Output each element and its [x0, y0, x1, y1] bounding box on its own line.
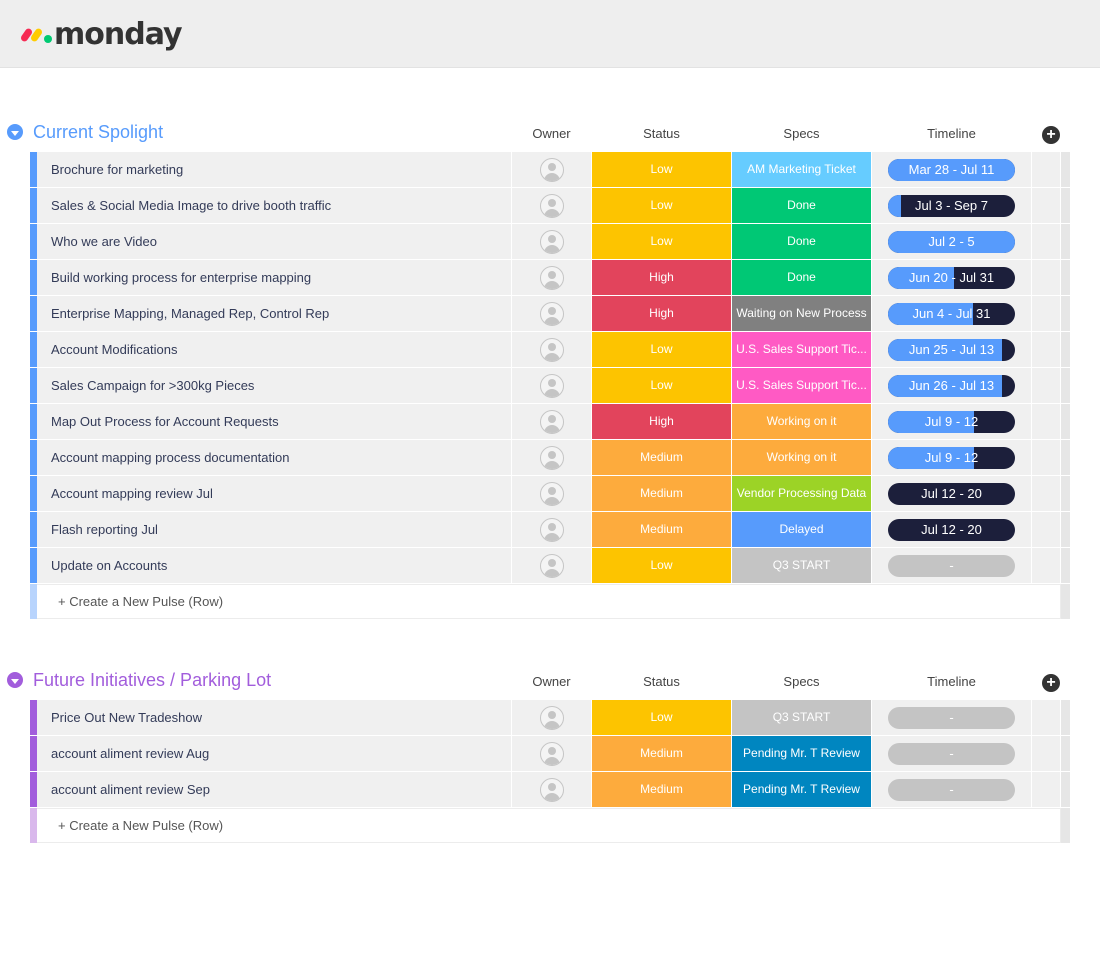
empty-cell	[1032, 296, 1060, 331]
group-title[interactable]: Current Spolight	[33, 122, 164, 142]
row-scroll-edge	[1061, 368, 1070, 403]
specs-cell[interactable]: Working on it	[732, 404, 871, 439]
status-cell[interactable]: Medium	[592, 772, 731, 807]
owner-cell[interactable]	[512, 404, 591, 439]
timeline-cell[interactable]	[872, 296, 1031, 331]
row-scroll-edge	[1061, 548, 1070, 583]
avatar-placeholder-icon[interactable]	[540, 302, 564, 326]
owner-cell[interactable]	[512, 224, 591, 259]
avatar-placeholder-icon[interactable]	[540, 230, 564, 254]
monday-logo-icon	[20, 22, 52, 46]
status-cell[interactable]: Low	[592, 700, 731, 735]
specs-cell[interactable]: Done	[732, 224, 871, 259]
timeline-label: Jun 4 - Jul 31	[912, 306, 991, 321]
row-scroll-edge	[1061, 152, 1070, 187]
timeline-cell[interactable]	[872, 440, 1031, 475]
timeline-cell[interactable]	[872, 404, 1031, 439]
item-name[interactable]: Sales & Social Media Image to drive booth traffic	[37, 188, 511, 223]
timeline-pill[interactable]	[888, 195, 1015, 217]
timeline-cell[interactable]	[872, 512, 1031, 547]
specs-cell[interactable]: U.S. Sales Support Tic...	[732, 332, 871, 367]
table-row[interactable]	[0, 440, 1100, 476]
avatar-placeholder-icon[interactable]	[540, 742, 564, 766]
item-name[interactable]: account aliment review Aug	[37, 736, 511, 771]
timeline-label: -	[949, 746, 954, 761]
empty-cell	[1032, 440, 1060, 475]
specs-cell[interactable]: Q3 START	[732, 548, 871, 583]
item-name[interactable]: Map Out Process for Account Requests	[37, 404, 511, 439]
item-name[interactable]: account aliment review Sep	[37, 772, 511, 807]
empty-cell	[1032, 512, 1060, 547]
table-row[interactable]	[0, 368, 1100, 404]
avatar-placeholder-icon[interactable]	[540, 410, 564, 434]
item-name[interactable]: Price Out New Tradeshow	[37, 700, 511, 735]
timeline-pill[interactable]	[888, 519, 1015, 541]
owner-cell[interactable]	[512, 332, 591, 367]
empty-cell	[1032, 368, 1060, 403]
avatar-placeholder-icon[interactable]	[540, 446, 564, 470]
item-name[interactable]: Enterprise Mapping, Managed Rep, Control Rep	[37, 296, 511, 331]
table-row[interactable]	[0, 512, 1100, 548]
status-cell[interactable]: High	[592, 404, 731, 439]
owner-cell[interactable]	[512, 548, 591, 583]
timeline-cell[interactable]	[872, 476, 1031, 511]
top-bar	[0, 0, 1100, 68]
timeline-cell[interactable]	[872, 332, 1031, 367]
empty-cell	[1032, 332, 1060, 367]
timeline-label: -	[949, 558, 954, 573]
column-header-timeline[interactable]: Timeline	[927, 674, 976, 689]
owner-cell[interactable]	[512, 188, 591, 223]
row-scroll-edge	[1061, 332, 1070, 367]
collapse-group-icon[interactable]	[7, 124, 23, 140]
status-cell[interactable]: Low	[592, 332, 731, 367]
row-scroll-edge	[1061, 808, 1070, 843]
table-row[interactable]	[0, 152, 1100, 188]
timeline-cell[interactable]	[872, 152, 1031, 187]
status-cell[interactable]: Medium	[592, 440, 731, 475]
status-cell[interactable]: High	[592, 260, 731, 295]
item-name[interactable]: Account mapping review Jul	[37, 476, 511, 511]
table-row[interactable]	[0, 548, 1100, 584]
owner-cell[interactable]	[512, 296, 591, 331]
specs-cell[interactable]: Pending Mr. T Review	[732, 772, 871, 807]
item-name[interactable]: Build working process for enterprise mapping	[37, 260, 511, 295]
specs-cell[interactable]: Vendor Processing Data	[732, 476, 871, 511]
avatar-placeholder-icon[interactable]	[540, 706, 564, 730]
column-header-specs[interactable]: Specs	[783, 674, 820, 689]
column-header-owner[interactable]: Owner	[532, 126, 571, 141]
row-scroll-edge	[1061, 224, 1070, 259]
specs-cell[interactable]: Delayed	[732, 512, 871, 547]
status-cell[interactable]: Low	[592, 224, 731, 259]
group-color-bar	[30, 512, 37, 547]
column-header-timeline[interactable]: Timeline	[927, 126, 976, 141]
owner-cell[interactable]	[512, 440, 591, 475]
group-current-spotlight	[0, 112, 1100, 620]
empty-cell	[1032, 476, 1060, 511]
group-color-bar	[30, 260, 37, 295]
column-header-specs[interactable]: Specs	[783, 126, 820, 141]
group-color-bar	[30, 224, 37, 259]
status-cell[interactable]: Low	[592, 152, 731, 187]
group-color-bar	[30, 368, 37, 403]
timeline-label: Jul 12 - 20	[921, 522, 982, 537]
add-column-icon[interactable]: +	[1042, 126, 1060, 144]
row-scroll-edge	[1061, 476, 1070, 511]
timeline-cell[interactable]	[872, 224, 1031, 259]
timeline-cell[interactable]	[872, 548, 1031, 583]
timeline-label: Jun 25 - Jul 13	[908, 342, 995, 357]
empty-cell	[1032, 548, 1060, 583]
row-scroll-edge	[1061, 296, 1070, 331]
column-header-status[interactable]: Status	[643, 126, 680, 141]
group-color-bar	[30, 332, 37, 367]
timeline-label: -	[949, 782, 954, 797]
table-row[interactable]	[0, 404, 1100, 440]
group-color-bar	[30, 440, 37, 475]
table-row[interactable]	[0, 476, 1100, 512]
column-header-owner[interactable]: Owner	[532, 674, 571, 689]
group-title[interactable]: Future Initiatives / Parking Lot	[33, 670, 272, 690]
specs-cell[interactable]: AM Marketing Ticket	[732, 152, 871, 187]
owner-cell[interactable]	[512, 476, 591, 511]
timeline-pill[interactable]	[888, 411, 1015, 433]
item-name[interactable]: Who we are Video	[37, 224, 511, 259]
avatar-placeholder-icon[interactable]	[540, 266, 564, 290]
row-scroll-edge	[1061, 700, 1070, 735]
avatar-placeholder-icon[interactable]	[540, 194, 564, 218]
create-row	[0, 808, 1100, 844]
item-name[interactable]: Account Modifications	[37, 332, 511, 367]
avatar-placeholder-icon[interactable]	[540, 374, 564, 398]
timeline-cell[interactable]	[872, 700, 1031, 735]
avatar-placeholder-icon[interactable]	[540, 338, 564, 362]
owner-cell[interactable]	[512, 152, 591, 187]
owner-cell[interactable]	[512, 260, 591, 295]
table-row[interactable]	[0, 260, 1100, 296]
owner-cell[interactable]	[512, 736, 591, 771]
timeline-pill[interactable]	[888, 555, 1015, 577]
item-name[interactable]: Account mapping process documentation	[37, 440, 511, 475]
row-scroll-edge	[1061, 260, 1070, 295]
owner-cell[interactable]	[512, 368, 591, 403]
specs-cell[interactable]: Working on it	[732, 440, 871, 475]
owner-cell[interactable]	[512, 772, 591, 807]
row-scroll-edge	[1061, 404, 1070, 439]
group-color-bar	[30, 772, 37, 807]
timeline-label: Jun 20 - Jul 31	[908, 270, 995, 285]
timeline-pill[interactable]	[888, 779, 1015, 801]
timeline-pill[interactable]	[888, 375, 1015, 397]
specs-cell[interactable]: Done	[732, 188, 871, 223]
group-header	[0, 112, 1100, 152]
create-row	[0, 584, 1100, 620]
monday-logo[interactable]	[20, 14, 182, 54]
logo-text: monday	[54, 16, 182, 52]
table-row[interactable]	[0, 188, 1100, 224]
status-cell[interactable]: Medium	[592, 476, 731, 511]
timeline-label: Jul 9 - 12	[924, 450, 979, 465]
owner-cell[interactable]	[512, 700, 591, 735]
item-name[interactable]: Flash reporting Jul	[37, 512, 511, 547]
specs-cell[interactable]: Q3 START	[732, 700, 871, 735]
status-cell[interactable]: Low	[592, 188, 731, 223]
table-row[interactable]	[0, 332, 1100, 368]
row-scroll-edge	[1061, 772, 1070, 807]
timeline-pill[interactable]	[888, 483, 1015, 505]
group-color-bar	[30, 808, 37, 843]
avatar-placeholder-icon[interactable]	[540, 778, 564, 802]
row-scroll-edge	[1061, 440, 1070, 475]
add-column-icon[interactable]: +	[1042, 674, 1060, 692]
item-name[interactable]: Update on Accounts	[37, 548, 511, 583]
group-color-bar	[30, 476, 37, 511]
owner-cell[interactable]	[512, 512, 591, 547]
table-row[interactable]	[0, 772, 1100, 808]
timeline-cell[interactable]	[872, 772, 1031, 807]
empty-cell	[1032, 404, 1060, 439]
timeline-pill[interactable]	[888, 743, 1015, 765]
empty-cell	[1032, 224, 1060, 259]
column-header-status[interactable]: Status	[643, 674, 680, 689]
avatar-placeholder-icon[interactable]	[540, 482, 564, 506]
avatar-placeholder-icon[interactable]	[540, 518, 564, 542]
status-cell[interactable]: Medium	[592, 512, 731, 547]
group-color-bar	[30, 188, 37, 223]
table-row[interactable]	[0, 296, 1100, 332]
status-cell[interactable]: Low	[592, 548, 731, 583]
empty-cell	[1032, 772, 1060, 807]
timeline-pill[interactable]	[888, 303, 1015, 325]
timeline-label: -	[949, 710, 954, 725]
status-cell[interactable]: Low	[592, 368, 731, 403]
timeline-cell[interactable]	[872, 188, 1031, 223]
timeline-label: Jul 9 - 12	[924, 414, 979, 429]
group-color-bar	[30, 152, 37, 187]
group-color-bar	[30, 736, 37, 771]
timeline-pill[interactable]	[888, 447, 1015, 469]
timeline-pill[interactable]	[888, 267, 1015, 289]
empty-cell	[1032, 260, 1060, 295]
specs-cell[interactable]: Pending Mr. T Review	[732, 736, 871, 771]
timeline-cell[interactable]	[872, 368, 1031, 403]
group-color-bar	[30, 548, 37, 583]
avatar-placeholder-icon[interactable]	[540, 554, 564, 578]
item-name[interactable]: Brochure for marketing	[37, 152, 511, 187]
table-row[interactable]	[0, 224, 1100, 260]
timeline-pill[interactable]	[888, 159, 1015, 181]
timeline-label: Jul 2 - 5	[928, 234, 975, 249]
timeline-label: Mar 28 - Jul 11	[908, 162, 995, 177]
row-scroll-edge	[1061, 584, 1070, 619]
empty-cell	[1032, 188, 1060, 223]
group-header	[0, 660, 1100, 700]
specs-cell[interactable]: Done	[732, 260, 871, 295]
timeline-pill[interactable]	[888, 339, 1015, 361]
specs-cell[interactable]: Waiting on New Process	[732, 296, 871, 331]
status-cell[interactable]: High	[592, 296, 731, 331]
row-scroll-edge	[1061, 512, 1070, 547]
group-color-bar	[30, 700, 37, 735]
timeline-cell[interactable]	[872, 736, 1031, 771]
timeline-pill[interactable]	[888, 231, 1015, 253]
empty-cell	[1032, 700, 1060, 735]
timeline-label: Jul 12 - 20	[921, 486, 982, 501]
item-name[interactable]: Sales Campaign for >300kg Pieces	[37, 368, 511, 403]
timeline-label: Jun 26 - Jul 13	[908, 378, 995, 393]
empty-cell	[1032, 736, 1060, 771]
create-new-pulse-input[interactable]: + Create a New Pulse (Row)	[37, 808, 1061, 843]
specs-cell[interactable]: U.S. Sales Support Tic...	[732, 368, 871, 403]
empty-cell	[1032, 152, 1060, 187]
timeline-cell[interactable]	[872, 260, 1031, 295]
status-cell[interactable]: Medium	[592, 736, 731, 771]
group-color-bar	[30, 296, 37, 331]
create-new-pulse-input[interactable]: + Create a New Pulse (Row)	[37, 584, 1061, 619]
avatar-placeholder-icon[interactable]	[540, 158, 564, 182]
timeline-label: Jul 3 - Sep 7	[915, 198, 988, 213]
row-scroll-edge	[1061, 736, 1070, 771]
collapse-group-icon[interactable]	[7, 672, 23, 688]
group-color-bar	[30, 584, 37, 619]
table-row[interactable]	[0, 736, 1100, 772]
group-color-bar	[30, 404, 37, 439]
row-scroll-edge	[1061, 188, 1070, 223]
table-row[interactable]	[0, 700, 1100, 736]
timeline-pill[interactable]	[888, 707, 1015, 729]
group-future-initiatives	[0, 660, 1100, 844]
